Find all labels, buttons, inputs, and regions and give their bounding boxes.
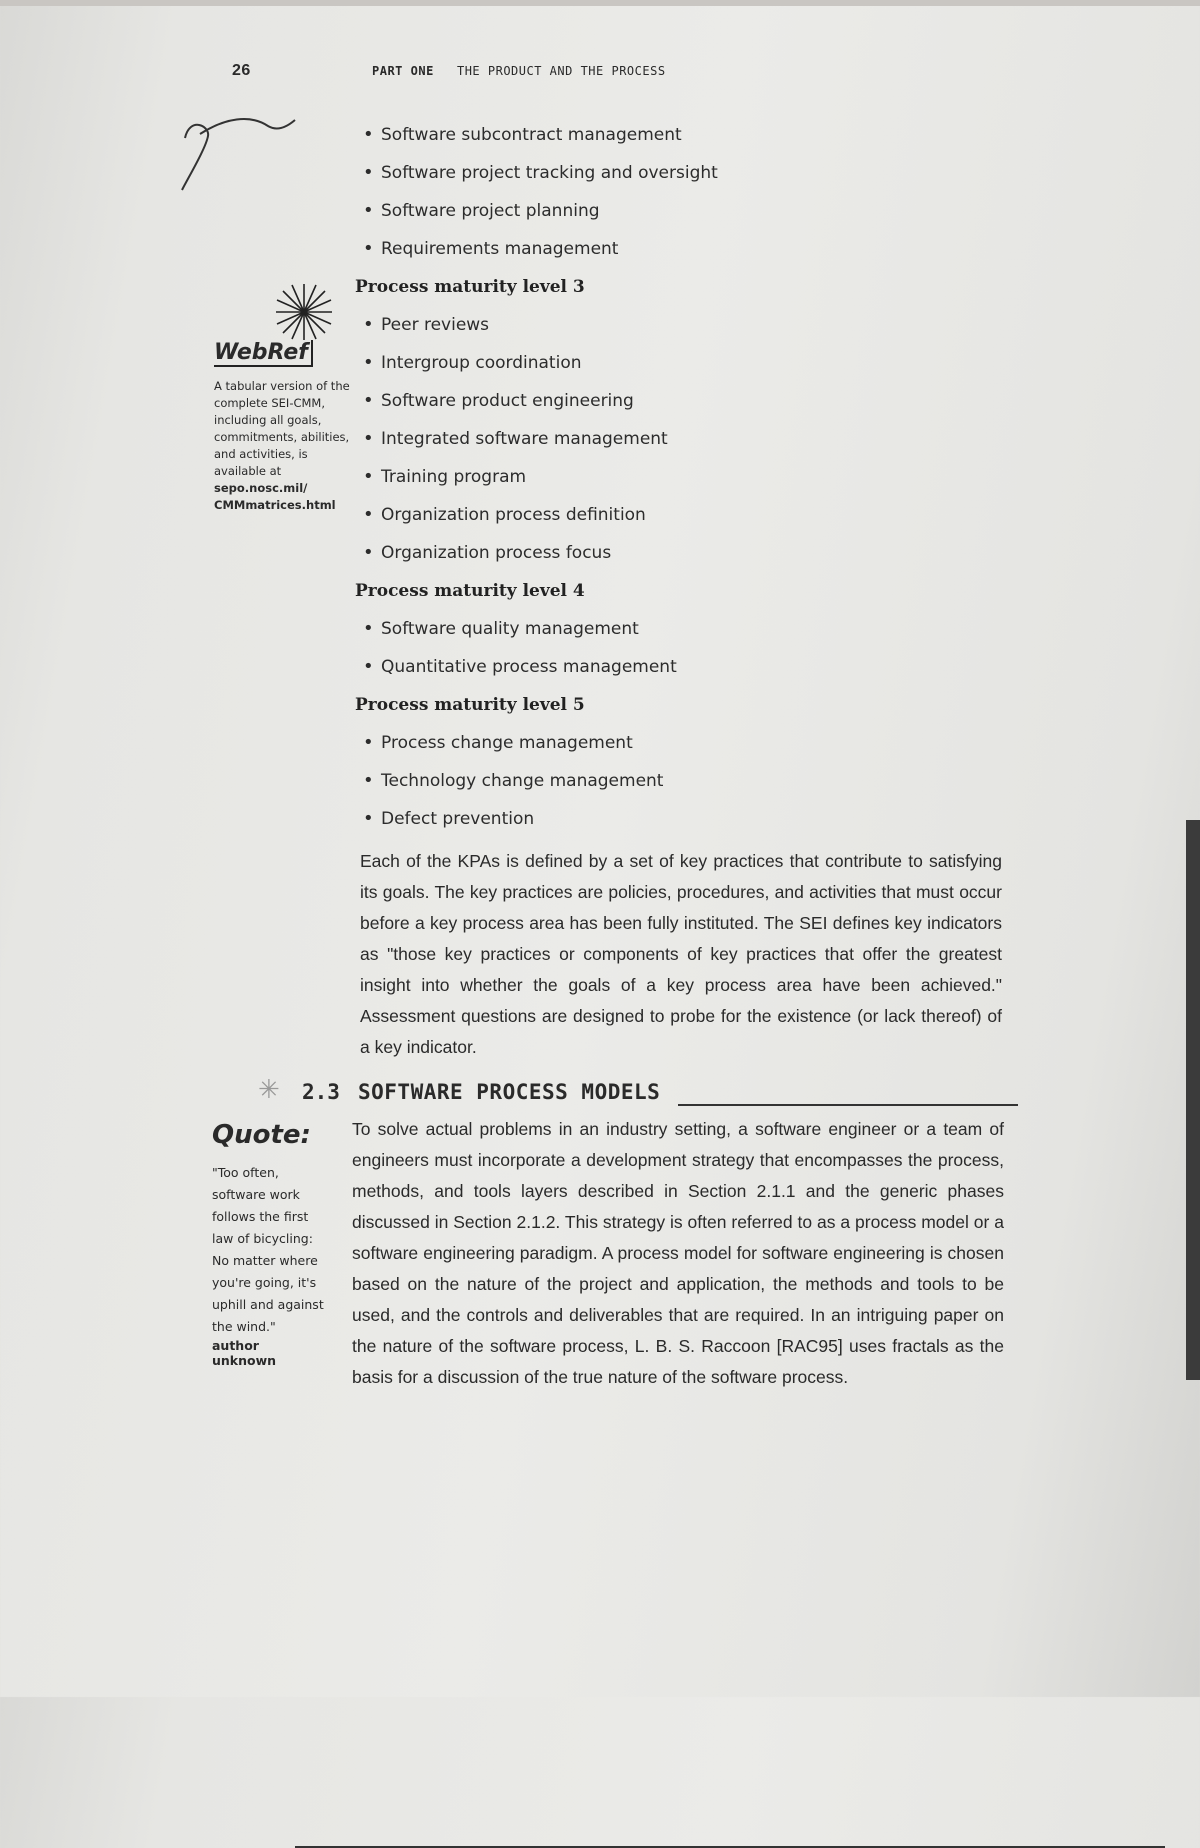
list-item: • Process change management	[355, 724, 1005, 762]
list-item: • Technology change management	[355, 762, 1005, 800]
section-paragraph: To solve actual problems in an industry setting, a software engineer or a team of engineers must incorporate a development strategy that encompasses the process, methods, and tools layers described in Section 2.1.1 and the generic phases discussed in Section 2.1.2. This strategy is often referred to as a process model or a software engineering paradigm. A process model for software engineering is chosen based on the nature of the project and application, the methods and tools to be used, and the controls and deliverables that are required. In an intriguing paper on the nature of the software process, L. B. S. Raccoon [RAC95] uses fractals as the basis for a discussion of the true nature of the software process.	[352, 1119, 1004, 1387]
webref-url[interactable]: sepo.nosc.mil/ CMMmatrices.html	[214, 481, 336, 512]
level5-list	[355, 724, 1005, 838]
list-item: • Organization process definition	[355, 496, 1005, 534]
level3-list	[355, 306, 1005, 572]
list-item: • Software subcontract management	[355, 116, 1005, 154]
list-item: • Defect prevention	[355, 800, 1005, 838]
section-heading	[258, 1074, 1018, 1108]
level2-list-continued	[355, 116, 1005, 268]
page-number: 26	[232, 62, 251, 79]
page-right-shadow	[1186, 820, 1200, 1380]
level4-list	[355, 610, 1005, 686]
level4-heading: Process maturity level 4	[355, 581, 585, 601]
section-title: SOFTWARE PROCESS MODELS	[358, 1080, 661, 1104]
list-item: • Intergroup coordination	[355, 344, 1005, 382]
list-item: • Organization process focus	[355, 534, 1005, 572]
quote-text: "Too often, software work follows the first law of bicycling: No matter where you're going, it's uphill and against the wind."	[212, 1165, 324, 1334]
main-list-area	[355, 116, 1005, 838]
level5-heading: Process maturity level 5	[355, 695, 585, 715]
starburst-icon	[274, 282, 334, 342]
list-item: • Quantitative process management	[355, 648, 1005, 686]
pen-scribble	[180, 108, 300, 198]
running-head	[372, 64, 666, 78]
level3-heading: Process maturity level 3	[355, 277, 585, 297]
list-item: • Peer reviews	[355, 306, 1005, 344]
section-number: 2.3	[302, 1080, 340, 1104]
quote-label: Quote:	[212, 1120, 311, 1150]
list-item: • Software quality management	[355, 610, 1005, 648]
webref-description	[214, 378, 354, 514]
running-head-part: PART ONE	[372, 64, 434, 78]
quote-author: author unknown	[212, 1338, 277, 1368]
webref-label: WebRef	[214, 340, 313, 367]
list-item: • Requirements management	[355, 230, 1005, 268]
page-top-edge	[0, 0, 1200, 6]
webref-text: A tabular version of the complete SEI-CMM, including all goals, commitments, abilities, and activities, is available at	[214, 379, 350, 478]
section-rule	[678, 1104, 1018, 1106]
sparkle-icon: ✳	[258, 1074, 280, 1104]
kpa-paragraph: Each of the KPAs is defined by a set of key practices that contribute to satisfying its goals. The key practices are policies, procedures, and activities that must occur before a key process area has been fully instituted. The SEI defines key indicators as "those key practices or components of key practices that offer the greatest insight into whether the goals of a key process area have been achieved." Assessment questions are designed to probe for the existence (or lack thereof) of a key indicator.	[360, 851, 1002, 1057]
running-head-title: THE PRODUCT AND THE PROCESS	[456, 64, 666, 78]
list-item: • Software project tracking and oversight	[355, 154, 1005, 192]
quote-sidebar	[212, 1120, 324, 1368]
list-item: • Training program	[355, 458, 1005, 496]
list-item: • Software product engineering	[355, 382, 1005, 420]
list-item: • Software project planning	[355, 192, 1005, 230]
list-item: • Integrated software management	[355, 420, 1005, 458]
